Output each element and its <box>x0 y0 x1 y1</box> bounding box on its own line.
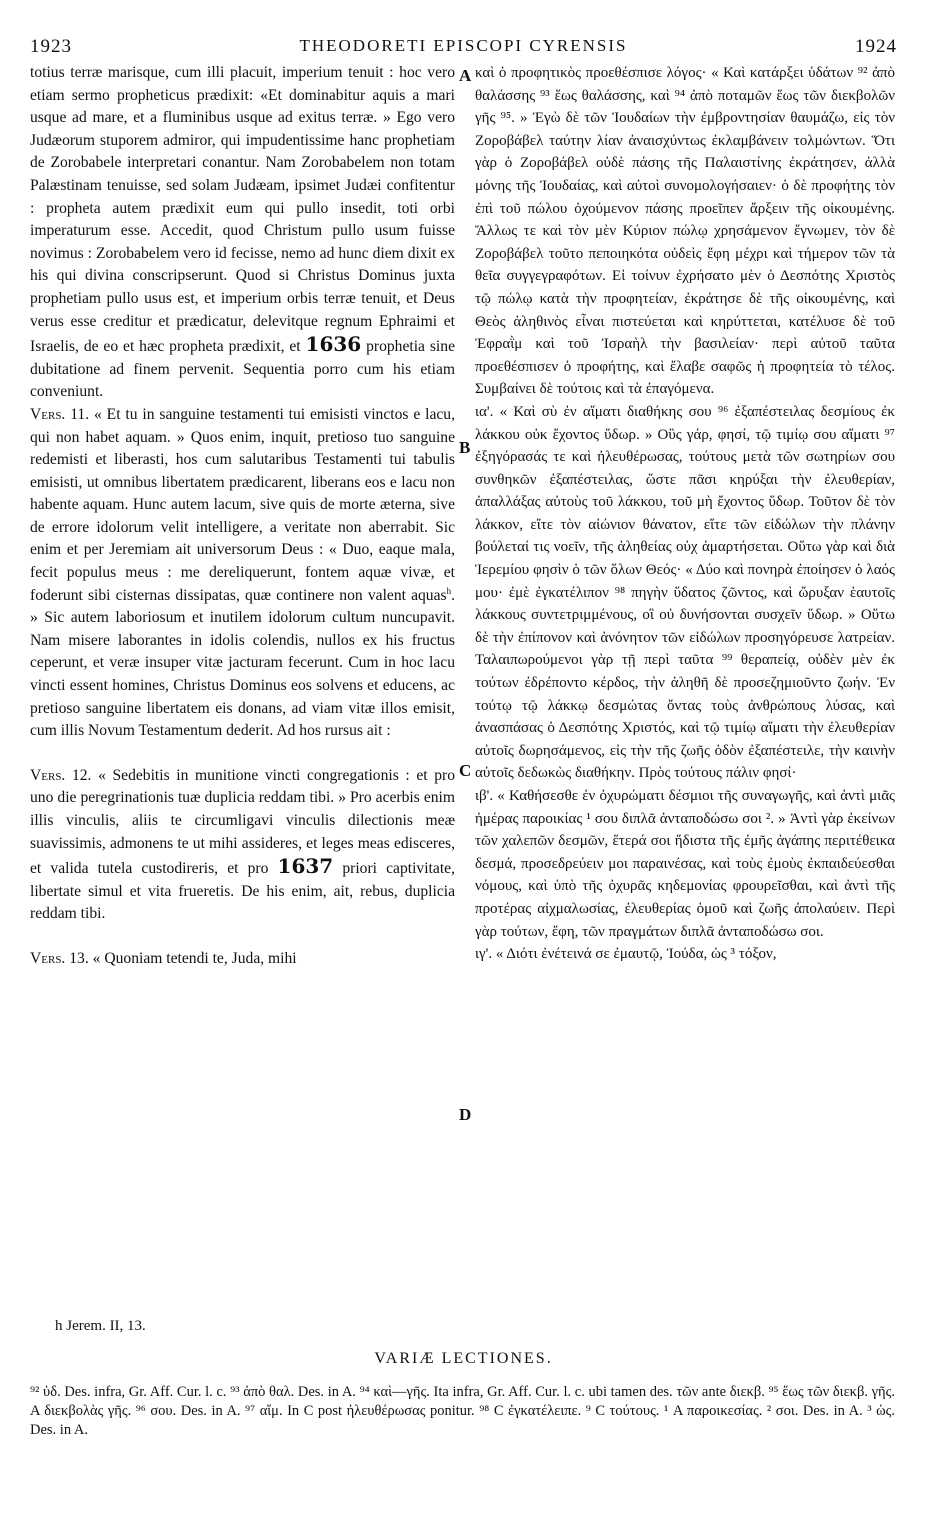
margin-marker-d: D <box>459 1105 472 1124</box>
greek-paragraph-verse-13: ιγ'. « Διότι ἐνέτεινά σε ἐμαυτῷ, Ἰούδα, ὡς ³ τόξον, <box>475 946 777 963</box>
margin-marker-b: B <box>459 438 471 457</box>
greek-column <box>475 62 895 966</box>
latin-column <box>30 62 455 971</box>
variae-lectiones-text: ⁹² ὑδ. Des. infra, Gr. Aff. Cur. l. c. ⁹³ ἀπὸ θαλ. Des. in A. ⁹⁴ καὶ—γῆς. Ita infra, Gr. Aff. Cur. l. c. ubi tamen des. τῶν ante διεκβ. ⁹⁵ ἕως τῶν διεκβ. γῆς. A διεκβολὰς γῆς. ⁹⁶ σου. Des. in A. ⁹⁷ αἵμ. In C post ἠλευθέρωσας ponitur. ⁹⁸ C ἐγκατέλειπε. ⁹ C τούτους. ¹ A παροικεσίας. ² σοι. Des. in A. ³ ὡς. Des. in A. <box>30 1384 895 1438</box>
latin-text: totius terræ marisque, cum illi placuit, imperium tenuit : hoc vero etiam sermo propheticus prædixit: «Et dominabitur aquis a mari usque ad mare, et a fluminibus usque ad exitus terræ. » Ego vero Judæorum stuporem admiror, qui impudentissime hanc prophetiam de Zorobabele interpretari conantur. Nam Zorobabelem non totam Palæstinam tenuisse, sed solam Judæam, ipsimet Judæi confitentur : propheta autem prædixit eum qui pullo insedit, toti orbi imperaturum esse. Accedit, quod Christum pullo usum fuisse novimus : Zorobabelem vero id fecisse, nemo ad hunc diem dixit ex his qui divina conscripserunt. Quod si Christus Dominus juxta prophetiam pullo usus est, et imperium orbis terræ tenuit, et Deus verus esse creditur et prædicatur, delevitque regnum Ephraimi et Israelis, de eo et hæc propheta prædixit, et <box>30 64 455 356</box>
running-header <box>30 36 897 62</box>
latin-text: priori captivitate, libertate simul et vita frueretis. De his enim, ait, rebus, duplicia reddam tibi. <box>30 860 455 923</box>
latin-paragraph-vers-13 <box>30 948 455 971</box>
page-number-left: 1923 <box>30 36 72 57</box>
latin-text: prophetia sine dubitatione ad finem pervenit. Sequentia porro cum his etiam conveniunt. <box>30 338 455 401</box>
column-number-1637: 1637 <box>277 854 334 879</box>
verse-label-11: Vers. 11. <box>30 405 90 423</box>
latin-text: « Et tu in sanguine testamenti tui emisisti vinctos e lacu, qui non habet aquam. » Quos enim, inquit, pretioso tuo sanguine redemisti et liberasti, hos cum salutaribus Testamenti tui tabulis emisisti, ut omnibus libertatem prædicarent, liberans eos e lacu non habente aquam. Hunc autem lacum, sive quis de morte æterna, sive de errore idolorum velit intelligere, a veritate non aberrabit. Sic enim et per Jeremiam ait universorum Deus : « Duo, eaque mala, fecit populus meus : me dereliquerunt, fontem aquæ vivæ, et foderunt sibi cisternas dissipatas, quæ continere non valent aquas <box>30 405 455 604</box>
column-number-1636: 1636 <box>305 332 362 357</box>
margin-marker-a: A <box>459 66 472 85</box>
page-number-right: 1924 <box>855 36 897 57</box>
greek-paragraph-verse-12: ιβ'. « Καθήσεσθε ἐν ὀχυρώματι δέσμιοι τῆς συναγωγῆς, καὶ ἀντὶ μιᾶς ἡμέρας παροικίας ¹ σου διπλᾶ ἀνταποδώσω σοι ². » Ἀντὶ γὰρ ἐκείνων τῶν χαλεπῶν δεσμῶν, ἕτερά σοι ἥδιστα τῆς ἐμῆς ἀγάπης περιτέθεικα δεσμά, προσεδρεύειν μοι παραινέσας, καὶ τοὺς ἐμοὺς ἐκπαιδεύεσθαι νόμους, καὶ ὑπὸ τῆς ὀχυρᾶς κηδεμονίας φρουρεῖσθαι, καὶ ἀντὶ τῆς προτέρας αἰχμαλωσίας, ἐλευθερίας ὁμοῦ καὶ ζωῆς ἀπολαύειν. Περὶ γὰρ τούτων, ἔφη, τῶν πραγμάτων διπλᾶ ἀνταποδώσω σοι. <box>475 788 895 940</box>
greek-paragraph-verse-11: ια'. « Καὶ σὺ ἐν αἵματι διαθήκης σου ⁹⁶ ἐξαπέστειλας δεσμίους ἐκ λάκκου οὐκ ἔχοντος ὕδωρ. » Οὓς γάρ, φησί, τῷ τιμίῳ σου αἵματι ⁹⁷ ἐξηγόρασάς τε καὶ ἠλευθέρωσας, τούτους μετὰ τῶν σωτηρίων σου συνθηκῶν ἐξαπέστειλας, ὥστε πᾶσι κηρύξαι τὴν ἐλευθερίαν, ἀπαλλάξας αὐτοὺς τοῦ λάκκου, τοῦ μὴ ἔχοντος ὕδωρ. Τοῦτον δὲ τὸν λάκκον, εἴτε τὸν αἰώνιον θάνατον, εἴτε τῶν εἰδώλων τὴν πλάνην βούλεταί τις νοεῖν, τῆς ἀληθείας οὐχ ἁμαρτήσεται. Οὕτω γὰρ καὶ διὰ Ἱερεμίου φησὶν ὁ τῶν ὅλων Θεός· « Δύο καὶ πονηρὰ ἐποίησεν ὁ λαός μου· ἐμὲ ἐγκατέλιπον ⁹⁸ πηγὴν ὕδατος ζῶντος, καὶ ὤρυξαν ἑαυτοῖς λάκκους συντετριμμένους, οἳ οὐ δυνήσονται συσχεῖν ὕδωρ. » Οὕτω δὲ τὴν ἐπίπονον καὶ ἀνόνητον τῶν εἰδώλων προσηγόρευσε λατρείαν. Ταλαιπωρούμενοι γὰρ τῇ περὶ ταῦτα ⁹⁹ θεραπείᾳ, οὐδὲν μὲν ἐκ τούτων ἐδρέποντο κέρδος, τὴν ἀληθῆ δὲ προσεζημιοῦντο ζωήν. Ἐν τούτῳ τῷ λάκκῳ δεσμώτας ὄντας τοὺς ἀνθρώπους λύσας, καὶ ἀνασπάσας ὁ Δεσπότης Χριστός, καὶ τῷ τιμίῳ αἵματι τὴν ἐλευθερίαν αὐτοῖς δωρησάμενος, εἰς τὴν τῆς ζωῆς ὁδὸν ἐξαπέστειλε, τὴν καινὴν αὐτοῖς δεδωκὼς διαθήκην. Πρὸς τούτους πάλιν φησί· <box>475 403 895 782</box>
latin-text: « Sedebitis in munitione vincti congregationis : et pro uno die peregrinationis tuæ duplicia reddam tibi. » Pro acerbis enim illis vinculis, aliis te circumligavi vinculis dilectionis meæ suavissimis, admonens te ut mihi assideres, et leges meas edisceres, et valida tutela custodireris, et pro <box>30 766 456 878</box>
footnote-h: h Jerem. II, 13. <box>55 1318 146 1334</box>
latin-paragraph-1 <box>30 62 455 404</box>
running-title: THEODORETI EPISCOPI CYRENSIS <box>299 36 628 55</box>
variae-lectiones-heading: VARIÆ LECTIONES. <box>374 1350 553 1367</box>
footnote-ref-h: h <box>446 585 452 596</box>
latin-paragraph-vers-11 <box>30 404 455 743</box>
latin-text: . » Sic autem laboriosum et inutilem idolorum cultum nuncupavit. Nam misere laborantes in idolis colendis, nullos ex his fructus ceperunt, et veræ insuper vitæ jacturam fecerunt. Cum in hoc lacu vincti essent homines, Christus Dominus eos solvens et educens, ac pretioso sanguine libertatem eis donans, ad viam vitæ illos emisit, cum illis Novum Testamentum dederit. Ad hos rursus ait : <box>30 586 455 740</box>
greek-paragraph-1: καὶ ὁ προφητικὸς προεθέσπισε λόγος· « Καὶ κατάρξει ὑδάτων ⁹² ἀπὸ θαλάσσης ⁹³ ἕως θαλάσσης, καὶ ⁹⁴ ἀπὸ ποταμῶν ἕως τῶν διεκβολῶν γῆς ⁹⁵. » Ἐγὼ δὲ τῶν Ἰουδαίων τὴν ἐμβροντησίαν θαυμάζω, εἰς τὸν Ζοροβάβελ ταύτην λίαν ἀναισχύντως ἐκλαμβάνειν τολμώντων. Ὅτι γὰρ ὁ Ζοροβάβελ οὐδὲ πάσης τῆς Παλαιστίνης ἐκράτησεν, ἀλλὰ μόνης τῆς Ἰουδαίας, καὶ αὐτοὶ συνομολογήσαιεν· ὁ δὲ προφήτης τὸν ἐπὶ τοῦ πώλου ὀχούμενον πάσης προεῖπεν ἄρξειν τῆς οἰκουμένης. Ἄλλως τε καὶ τὸν μὲν Κύριον πώλῳ χρησάμενον ἔγνωμεν, τὸν δὲ Ζοροβάβελ τοῦτο πεποιηκότα οὐδεὶς ἔφη μέχρι καὶ τήμερον τῶν τὰ θεῖα συγγεγραφότων. Εἰ τοίνυν ἐχρήσατο μὲν ὁ Δεσπότης Χριστὸς τῷ πώλῳ κατὰ τὴν προφητείαν, ἐκράτησε δὲ τῆς οἰκουμένης, καὶ Θεὸς ἀληθινὸς εἶναι πιστεύεται καὶ κηρύττεται, κατέλυσε δὲ τοῦ Ἐφραῒμ καὶ τοῦ Ἰσραὴλ τὴν βασιλείαν· περὶ αὐτοῦ ταῦτα προεθέσπισεν ὁ προφήτης, καὶ ἔλαβε σαφῶς ἡ προφητεία τὸ τέλος. Συμβαίνει δὲ τούτοις καὶ τὰ ἐπαγόμενα. <box>475 65 895 398</box>
latin-text: « Quoniam tetendi te, Juda, mihi <box>92 949 297 967</box>
margin-marker-c: C <box>459 761 472 780</box>
verse-label-12: Vers. 12. <box>30 766 92 784</box>
verse-label-13: Vers. 13. <box>30 949 89 967</box>
latin-paragraph-vers-12 <box>30 765 455 926</box>
